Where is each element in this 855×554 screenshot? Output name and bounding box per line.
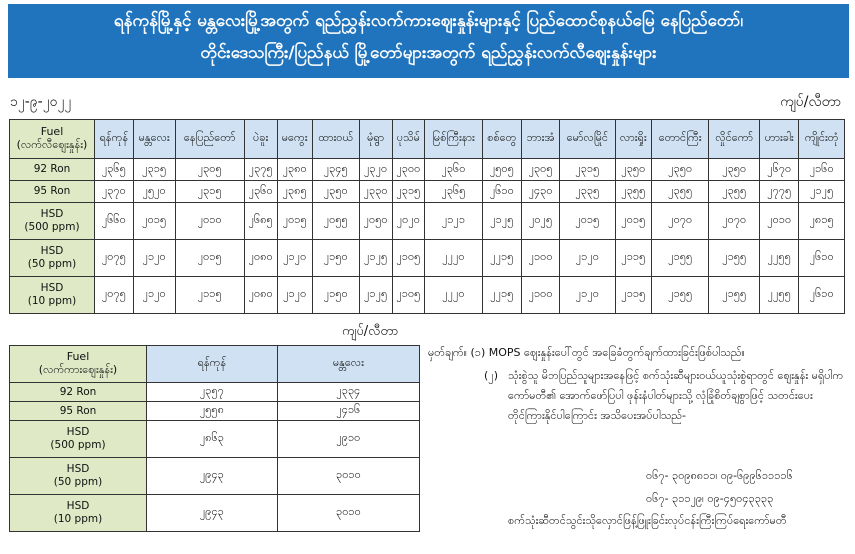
wholesale-header-row bbox=[10, 346, 420, 383]
retail-price-cell: ၂၁၁၅ bbox=[175, 277, 244, 314]
retail-price-cell: ၂၃၇၀ bbox=[95, 181, 134, 203]
title-banner bbox=[8, 4, 849, 78]
retail-price-cell: ၂၆၆၀ bbox=[95, 203, 134, 240]
retail-price-cell: ၂၃၀၅ bbox=[175, 159, 244, 181]
retail-price-cell: ၂၃၆၀ bbox=[425, 159, 482, 181]
wholesale-price-cell: ၂၅၅၈ bbox=[147, 402, 278, 421]
retail-price-cell: ၂၀၇၅ bbox=[95, 240, 134, 277]
retail-price-cell: ၂၀၂၅ bbox=[522, 203, 560, 240]
retail-fuel-cell: 95 Ron bbox=[10, 181, 95, 203]
retail-city-header: မကွေး bbox=[277, 120, 312, 159]
retail-price-cell: ၂၁၀၀ bbox=[522, 277, 560, 314]
retail-price-cell: ၂၁၂၀ bbox=[277, 277, 312, 314]
retail-price-cell: ၂၁၂၅ bbox=[482, 203, 521, 240]
wholesale-table-row bbox=[10, 421, 420, 458]
retail-price-cell: ၂၀၁၅ bbox=[175, 240, 244, 277]
retail-fuel-header: Fuel (လက်လီဈေးနှုန်း) bbox=[10, 120, 95, 159]
retail-price-cell: ၂၅၂၀ bbox=[133, 181, 175, 203]
wholesale-price-cell: ၂၉၁၀ bbox=[277, 421, 419, 458]
wholesale-unit-label: ကျပ်/လီတာ bbox=[342, 324, 399, 339]
retail-city-header: မန္တလေး bbox=[133, 120, 175, 159]
retail-city-header: စစ်တွေ bbox=[482, 120, 521, 159]
retail-price-cell: ၂၁၂၀ bbox=[133, 240, 175, 277]
retail-city-header: လားရှိုး bbox=[615, 120, 651, 159]
retail-price-cell: ၂၃၁၅ bbox=[175, 181, 244, 203]
retail-price-cell: ၂၁၂၅ bbox=[359, 277, 392, 314]
retail-city-header: မော်လမြိုင် bbox=[560, 120, 616, 159]
retail-price-cell: ၂၁၀၀ bbox=[522, 240, 560, 277]
retail-price-cell: ၂၀၁၀ bbox=[760, 203, 799, 240]
wholesale-fuel-cell: 92 Ron bbox=[10, 383, 147, 402]
retail-price-cell: ၂၀၁၅ bbox=[615, 203, 651, 240]
retail-price-cell: ၂၃၄၅ bbox=[312, 159, 359, 181]
retail-price-cell: ၂၁၀၅ bbox=[392, 277, 425, 314]
note-1: မှတ်ချက်။ (၁) MOPS ဈေးနှုန်းပေါ်တွင် အခြေခံတွက်ချက်ထားခြင်းဖြစ်ပါသည်။ bbox=[428, 346, 745, 359]
wholesale-price-cell: ၃၀၁၀ bbox=[277, 458, 419, 495]
wholesale-price-table bbox=[9, 345, 420, 532]
committee-footer: စက်သုံးဆီတင်သွင်းသိုလှောင်ဖြန့်ဖြူးခြင်းလုပ်ငန်းကြီးကြပ်ရေးကော်မတီ bbox=[508, 514, 787, 527]
retail-price-cell: ၂၆၁၀ bbox=[482, 181, 521, 203]
retail-price-cell: ၂၀၁၅ bbox=[277, 203, 312, 240]
retail-price-cell: ၂၇၇၅ bbox=[760, 181, 799, 203]
retail-city-header: မြစ်ကြီးနား bbox=[425, 120, 482, 159]
retail-price-cell: ၂၃၅၀ bbox=[651, 159, 708, 181]
retail-unit-label: ကျပ်/လီတာ bbox=[780, 94, 841, 110]
phone-2: ၀၆၇- ၃၁၁၂၉၊ ၀၉-၄၅၀၄၃၃၃၃ bbox=[646, 492, 774, 505]
retail-price-cell: ၂၂၁၅ bbox=[482, 277, 521, 314]
retail-city-header: တောင်ကြီး bbox=[651, 120, 708, 159]
retail-price-cell: ၂၃၆၅ bbox=[425, 181, 482, 203]
retail-price-cell: ၂၀၇၀ bbox=[709, 203, 760, 240]
retail-city-header: ဘားအံ bbox=[522, 120, 560, 159]
wholesale-price-cell: ၂၄၁၆ bbox=[277, 402, 419, 421]
retail-header-row bbox=[10, 120, 845, 159]
retail-price-cell: ၂၆၈၅ bbox=[244, 203, 277, 240]
retail-price-cell: ၂၃၆၅ bbox=[95, 159, 134, 181]
retail-table-row bbox=[10, 277, 845, 314]
title-line-2: တိုင်းဒေသကြီး/ပြည်နယ် မြို့တော်များအတွက် ရည်ညွှန်းလက်လီဈေးနှုန်းများ bbox=[200, 43, 657, 63]
retail-city-header: ပဲခူး bbox=[244, 120, 277, 159]
retail-price-cell: ၂၃၅၅ bbox=[651, 181, 708, 203]
retail-price-cell: ၂၁၁၅ bbox=[615, 240, 651, 277]
retail-price-cell: ၂၃၁၅ bbox=[560, 159, 616, 181]
wholesale-table-row bbox=[10, 402, 420, 421]
retail-table-row bbox=[10, 203, 845, 240]
retail-price-cell: ၂၃၈၅ bbox=[277, 181, 312, 203]
wholesale-fuel-cell: HSD (50 ppm) bbox=[10, 458, 147, 495]
retail-price-cell: ၂၀၁၅ bbox=[133, 203, 175, 240]
wholesale-fuel-header: Fuel (လက်ကားဈေးနှုန်း) bbox=[10, 346, 147, 383]
retail-price-cell: ၂၁၆၀ bbox=[799, 159, 845, 181]
retail-price-cell: ၂၀၁၅ bbox=[560, 203, 616, 240]
retail-price-cell: ၂၃၅၅ bbox=[709, 181, 760, 203]
retail-price-cell: ၂၆၁၀ bbox=[799, 277, 845, 314]
retail-price-cell: ၂၃၁၅ bbox=[392, 181, 425, 203]
retail-price-cell: ၂၃၂၀ bbox=[359, 159, 392, 181]
retail-price-cell: ၂၁၁၅ bbox=[615, 277, 651, 314]
wholesale-table-row bbox=[10, 458, 420, 495]
retail-city-header: ပုသိမ် bbox=[392, 120, 425, 159]
title-line-1: ရန်ကုန်မြို့နှင့် မန္တလေးမြို့အတွက် ရည်ညွှန်းလက်ကားဈေးနှုန်းများနှင့် ပြည်ထောင်စုနယ်မြေ နေပြည်တော်၊ bbox=[113, 11, 744, 31]
wholesale-fuel-cell: 95 Ron bbox=[10, 402, 147, 421]
retail-price-cell: ၂၁၂၅ bbox=[799, 181, 845, 203]
retail-price-cell: ၂၃၃၅ bbox=[560, 181, 616, 203]
retail-price-cell: ၂၁၂၀ bbox=[277, 240, 312, 277]
wholesale-price-cell: ၂၉၄၃ bbox=[147, 495, 278, 532]
retail-price-cell: ၂၃၁၅ bbox=[133, 159, 175, 181]
retail-price-cell: ၂၁၂၀ bbox=[560, 277, 616, 314]
retail-price-cell: ၂၁၅၅ bbox=[709, 240, 760, 277]
wholesale-price-cell: ၂၃၃၄ bbox=[277, 383, 419, 402]
retail-price-cell: ၂၃၅၀ bbox=[709, 159, 760, 181]
wholesale-city-header: မန္တလေး bbox=[277, 346, 419, 383]
retail-price-cell: ၂၁၅၅ bbox=[709, 277, 760, 314]
retail-price-cell: ၂၃၅၀ bbox=[615, 159, 651, 181]
wholesale-fuel-cell: HSD (10 ppm) bbox=[10, 495, 147, 532]
retail-price-cell: ၂၃၆၀ bbox=[244, 181, 277, 203]
retail-price-cell: ၂၁၅၀ bbox=[312, 240, 359, 277]
wholesale-table-row bbox=[10, 495, 420, 532]
retail-price-cell: ၂၀၈၀ bbox=[244, 240, 277, 277]
retail-price-cell: ၂၅၀၅ bbox=[482, 159, 521, 181]
retail-price-cell: ၂၀၂၀ bbox=[392, 203, 425, 240]
retail-price-cell: ၂၄၃၀ bbox=[522, 181, 560, 203]
retail-price-cell: ၂၁၂၁ bbox=[425, 203, 482, 240]
retail-table-row bbox=[10, 240, 845, 277]
retail-price-cell: ၂၀၁၀ bbox=[175, 203, 244, 240]
retail-price-cell: ၂၂၅၅ bbox=[760, 240, 799, 277]
wholesale-price-cell: ၂၈၆၃ bbox=[147, 421, 278, 458]
phone-1: ၀၆၇- ၃၀၉၈၈၁၁၊ ၀၉-၆၉၉၆၁၁၁၁၆ bbox=[646, 469, 793, 482]
retail-price-table bbox=[9, 119, 845, 314]
retail-fuel-cell: 92 Ron bbox=[10, 159, 95, 181]
retail-price-cell: ၂၀၅၅ bbox=[312, 203, 359, 240]
retail-price-cell: ၂၁၂၀ bbox=[133, 277, 175, 314]
retail-fuel-cell: HSD (50 ppm) bbox=[10, 240, 95, 277]
retail-price-cell: ၂၂၂၀ bbox=[425, 277, 482, 314]
retail-price-cell: ၂၁၅၅ bbox=[651, 240, 708, 277]
note-2-number: (၂) bbox=[484, 369, 498, 382]
retail-price-cell: ၂၂၁၅ bbox=[482, 240, 521, 277]
retail-table-row bbox=[10, 159, 845, 181]
wholesale-fuel-cell: HSD (500 ppm) bbox=[10, 421, 147, 458]
retail-city-header: မုံရွာ bbox=[359, 120, 392, 159]
retail-price-cell: ၂၀၇၀ bbox=[651, 203, 708, 240]
retail-price-cell: ၂၁၂၀ bbox=[560, 240, 616, 277]
wholesale-price-cell: ၃၀၁၀ bbox=[277, 495, 419, 532]
retail-fuel-cell: HSD (10 ppm) bbox=[10, 277, 95, 314]
wholesale-city-header: ရန်ကုန် bbox=[147, 346, 278, 383]
retail-table-row bbox=[10, 181, 845, 203]
retail-price-cell: ၂၃၈၀ bbox=[277, 159, 312, 181]
retail-price-cell: ၂၂၅၅ bbox=[760, 277, 799, 314]
wholesale-price-cell: ၂၉၄၃ bbox=[147, 458, 278, 495]
retail-city-header: ကျိုင်းတုံ bbox=[799, 120, 845, 159]
retail-price-cell: ၂၁၀၅ bbox=[392, 240, 425, 277]
retail-city-header: ရန်ကုန် bbox=[95, 120, 134, 159]
retail-price-cell: ၂၃၃၀ bbox=[359, 181, 392, 203]
retail-city-header: ထားဝယ် bbox=[312, 120, 359, 159]
retail-price-cell: ၂၈၁၅ bbox=[799, 203, 845, 240]
retail-price-cell: ၂၁၂၅ bbox=[359, 240, 392, 277]
wholesale-price-cell: ၂၃၅၇ bbox=[147, 383, 278, 402]
retail-price-cell: ၂၂၂၀ bbox=[425, 240, 482, 277]
retail-price-cell: ၂၃၀၀ bbox=[392, 159, 425, 181]
retail-price-cell: ၂၀၈၀ bbox=[244, 277, 277, 314]
retail-fuel-cell: HSD (500 ppm) bbox=[10, 203, 95, 240]
note-2-text: သုံးစွဲသူ မိဘပြည်သူများအနေဖြင့် စက်သုံးဆီများဝယ်ယူသုံးစွဲရာတွင် ဈေးနှုန်း မရှိပါက ကော်မတီ၏ အောက်ဖော်ပြပါ ဖုန်းနံပါတ်များသို့ လုံခြုံစိတ်ချစွာဖြင့် သတင်းပေးတိုင်ကြားနိုင်ပါကြောင်း အသိပေးအပ်ပါသည်- bbox=[508, 369, 844, 422]
retail-price-cell: ၂၃၅၅ bbox=[615, 181, 651, 203]
retail-price-cell: ၂၃၅၀ bbox=[312, 181, 359, 203]
retail-price-cell: ၂၀၇၅ bbox=[95, 277, 134, 314]
wholesale-table-row bbox=[10, 383, 420, 402]
retail-city-header: လှိုင်ကော် bbox=[709, 120, 760, 159]
date-label: ၁၂-၉-၂၀၂၂ bbox=[10, 94, 72, 110]
retail-price-cell: ၂၆၇၀ bbox=[760, 159, 799, 181]
retail-city-header: နေပြည်တော် bbox=[175, 120, 244, 159]
retail-price-cell: ၂၃၀၅ bbox=[522, 159, 560, 181]
retail-city-header: ဟားခါး bbox=[760, 120, 799, 159]
retail-price-cell: ၂၁၅၅ bbox=[651, 277, 708, 314]
retail-price-cell: ၂၃၇၅ bbox=[244, 159, 277, 181]
retail-price-cell: ၂၀၅၀ bbox=[359, 203, 392, 240]
retail-price-cell: ၂၆၁၀ bbox=[799, 240, 845, 277]
retail-price-cell: ၂၁၅၀ bbox=[312, 277, 359, 314]
